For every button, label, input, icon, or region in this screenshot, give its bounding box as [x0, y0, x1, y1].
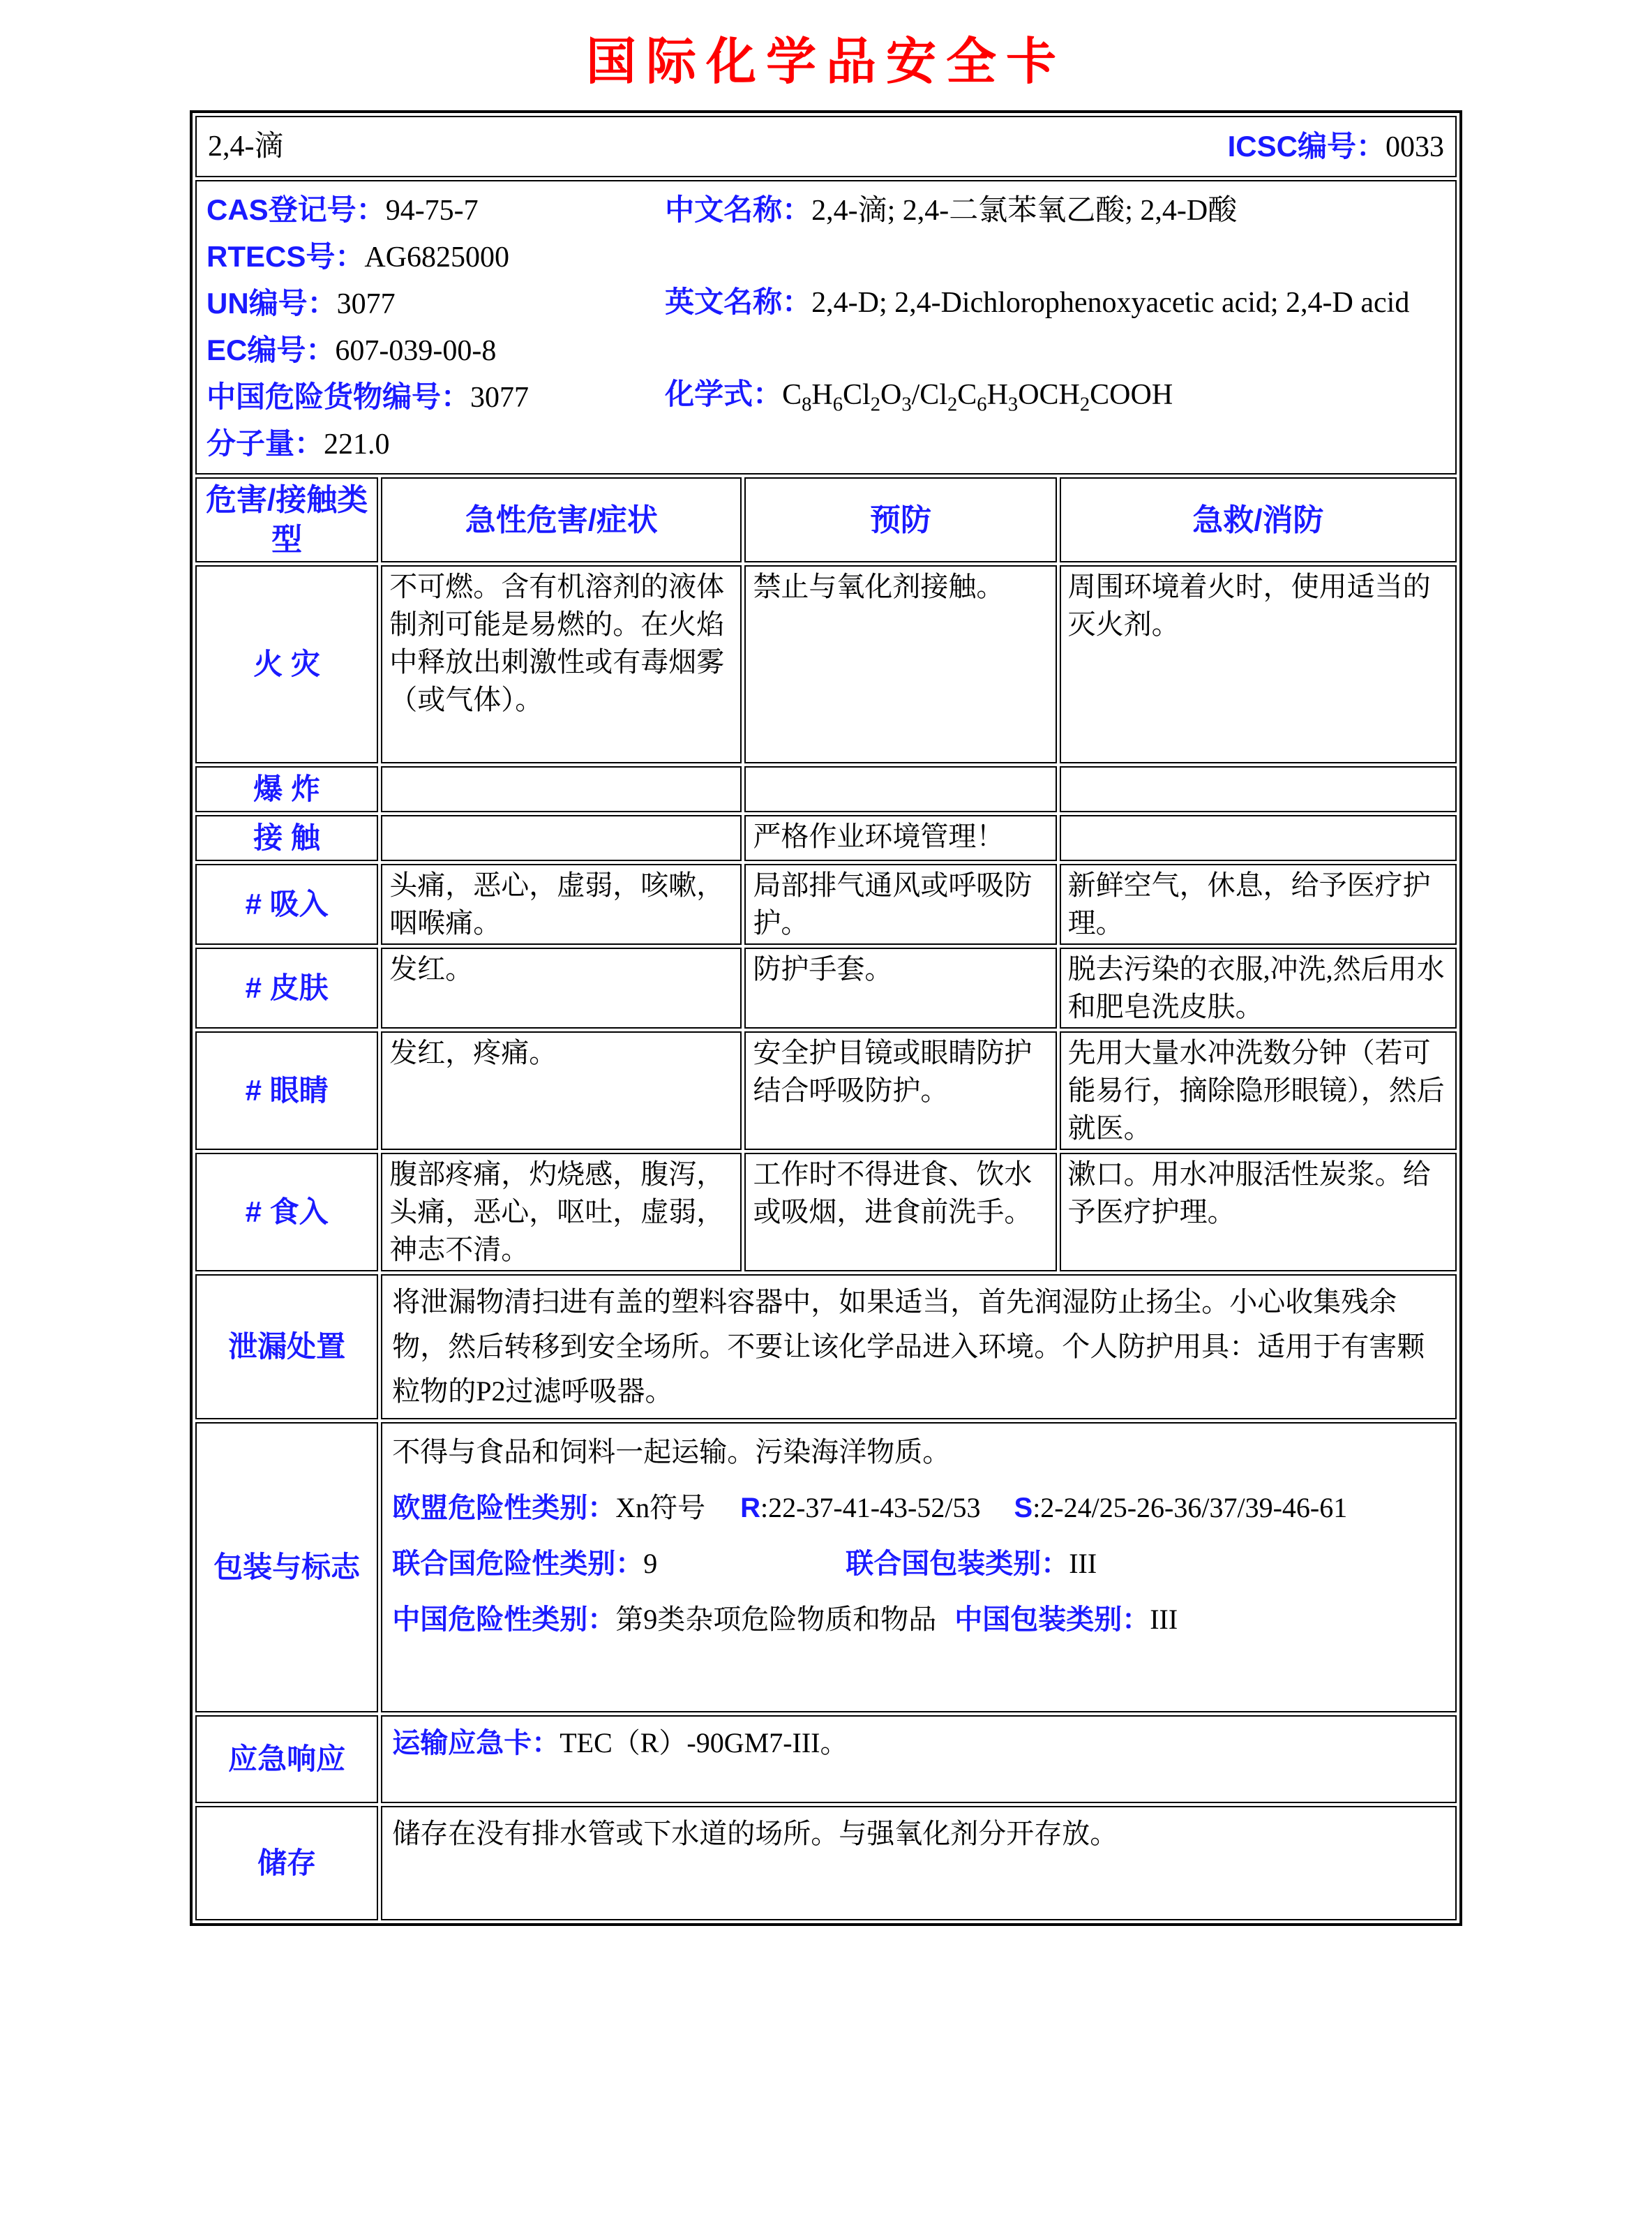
- formula-label: 化学式：: [665, 378, 783, 410]
- substance-header-cell: [195, 116, 1457, 177]
- page-title: 国际化学品安全卡: [585, 34, 1066, 90]
- table-row-emergency: [195, 1715, 1457, 1803]
- identification-row: [195, 180, 1457, 475]
- cn-pack-value: III: [1150, 1604, 1178, 1636]
- english-name-value: 2,4-D; 2,4-Dichlorophenoxyacetic acid; 2,4-D acid: [811, 287, 1410, 319]
- cell-eyes-symptom: 发红，疼痛。: [381, 1031, 742, 1150]
- column-header-firstaid: 急救/消防: [1060, 477, 1457, 562]
- row-label-eyes: # 眼睛: [195, 1031, 378, 1150]
- identification-cell: [195, 180, 1457, 475]
- cell-storage-text: 储存在没有排水管或下水道的场所。与强氧化剂分开存放。: [381, 1806, 1457, 1920]
- un-class-line: [392, 1542, 1446, 1585]
- row-label-ingestion: # 食入: [195, 1153, 378, 1271]
- row-label-fire: 火 灾: [195, 565, 378, 763]
- eu-hazard-class-line: [392, 1486, 1446, 1530]
- rtecs-label: RTECS号：: [206, 240, 365, 273]
- r-phrase-codes: :22-37-41-43-52/53: [760, 1492, 981, 1524]
- row-label-spill: 泄漏处置: [195, 1274, 378, 1419]
- un-pack-label: 联合国包装类别：: [846, 1548, 1069, 1580]
- row-label-emergency: 应急响应: [195, 1715, 378, 1803]
- cell-fire-firstaid: 周围环境着火时，使用适当的灭火剂。: [1060, 565, 1457, 763]
- row-label-contact: 接 触: [195, 815, 378, 861]
- rtecs-value: AG6825000: [364, 241, 510, 274]
- s-phrase-codes: :2-24/25-26-36/37/39-46-61: [1032, 1492, 1348, 1524]
- cn-class-line: [392, 1598, 1446, 1641]
- cell-contact-firstaid: [1060, 815, 1457, 861]
- r-phrase-label: R: [740, 1493, 760, 1524]
- table-row-ingestion: [195, 1153, 1457, 1271]
- table-row-explosion: [195, 766, 1457, 812]
- cell-spill-text: 将泄漏物清扫进有盖的塑料容器中，如果适当，首先润湿防止扬尘。小心收集残余物，然后转移到安全场所。不要让该化学品进入环境。个人防护用具：适用于有害颗粒物的P2过滤呼吸器。: [381, 1274, 1457, 1419]
- table-row-storage: [195, 1806, 1457, 1920]
- safety-card: [190, 110, 1462, 1926]
- un-pack-value: III: [1069, 1548, 1097, 1580]
- cell-skin-prevention: 防护手套。: [744, 948, 1056, 1029]
- molweight-label: 分子量：: [206, 427, 324, 460]
- formula-line: [665, 371, 1446, 427]
- rtecs-line: [206, 234, 665, 281]
- cell-ingestion-prevention: 工作时不得进食、饮水或吸烟，进食前洗手。: [744, 1153, 1056, 1271]
- transport-card-value: TEC（R）-90GM7-III。: [560, 1727, 848, 1759]
- molweight-value: 221.0: [324, 428, 390, 461]
- cell-emergency: [381, 1715, 1457, 1803]
- row-label-storage: 储存: [195, 1806, 378, 1920]
- cn-class-label: 中国危险性类别：: [392, 1604, 616, 1636]
- ec-line: [206, 327, 665, 374]
- cn-pack-label: 中国包装类别：: [954, 1604, 1150, 1636]
- row-label-packaging: 包装与标志: [195, 1422, 378, 1712]
- cell-inhalation-symptom: 头痛，恶心，虚弱，咳嗽，咽喉痛。: [381, 864, 742, 945]
- transport-card-label: 运输应急卡：: [392, 1728, 560, 1759]
- icsc-label: ICSC编号：: [1227, 129, 1386, 163]
- english-name-label: 英文名称：: [665, 285, 812, 318]
- cell-ingestion-symptom: 腹部疼痛，灼烧感，腹泻，头痛，恶心，呕吐，虚弱，神志不清。: [381, 1153, 742, 1271]
- ec-label: EC编号：: [206, 334, 336, 366]
- row-label-skin: # 皮肤: [195, 948, 378, 1029]
- chinese-name-line: [665, 187, 1446, 234]
- eu-class-label: 欧盟危险性类别：: [392, 1493, 616, 1524]
- table-row-packaging: [195, 1422, 1457, 1712]
- icsc-number: 0033: [1386, 130, 1444, 163]
- cas-value: 94-75-7: [385, 195, 479, 227]
- cell-inhalation-prevention: 局部排气通风或呼吸防护。: [744, 864, 1056, 945]
- ec-value: 607-039-00-8: [335, 335, 497, 367]
- un-value: 3077: [336, 288, 396, 320]
- cell-contact-symptom: [381, 815, 742, 861]
- cell-eyes-firstaid: 先用大量水冲洗数分钟（若可能易行，摘除隐形眼镜），然后就医。: [1060, 1031, 1457, 1150]
- eu-symbol: Xn符号: [615, 1492, 706, 1524]
- molweight-line: [206, 421, 665, 468]
- un-class-label: 联合国危险性类别：: [392, 1548, 644, 1580]
- chemical-formula: $C_8H_6Cl_2O_3/Cl_2C_6H_3OCH_2COOH$: [782, 379, 1173, 416]
- chinese-name-label: 中文名称：: [665, 193, 812, 226]
- cell-contact-prevention: 严格作业环境管理！: [744, 815, 1056, 861]
- english-name-line: [665, 279, 1446, 326]
- table-row-fire: [195, 565, 1457, 763]
- column-header-symptoms: 急性危害/症状: [381, 477, 742, 562]
- chinese-name-value: 2,4-滴; 2,4-二氯苯氧乙酸; 2,4-D酸: [811, 195, 1238, 227]
- row-label-inhalation: # 吸入: [195, 864, 378, 945]
- s-phrase-label: S: [1014, 1493, 1033, 1524]
- cell-eyes-prevention: 安全护目镜或眼睛防护结合呼吸防护。: [744, 1031, 1056, 1150]
- table-row-spill: [195, 1274, 1457, 1419]
- cell-skin-firstaid: 脱去污染的衣服,冲洗,然后用水和肥皂洗皮肤。: [1060, 948, 1457, 1029]
- china-dg-label: 中国危险货物编号：: [206, 380, 471, 413]
- column-header-hazard-type: 危害/接触类型: [195, 477, 378, 562]
- un-class-value: 9: [643, 1548, 658, 1580]
- column-header-prevention: 预防: [744, 477, 1056, 562]
- table-row-skin: [195, 948, 1457, 1029]
- cell-packaging: [381, 1422, 1457, 1712]
- china-dg-value: 3077: [470, 382, 530, 414]
- identifier-list: [206, 187, 665, 468]
- table-row-inhalation: [195, 864, 1457, 945]
- cell-explosion-symptom: [381, 766, 742, 812]
- cell-inhalation-firstaid: 新鲜空气，休息，给予医疗护理。: [1060, 864, 1457, 945]
- cell-explosion-prevention: [744, 766, 1056, 812]
- table-header-row: [195, 477, 1457, 562]
- substance-header-row: [195, 116, 1457, 177]
- cell-skin-symptom: 发红。: [381, 948, 742, 1029]
- china-dg-line: [206, 374, 665, 421]
- cell-fire-symptom: 不可燃。含有机溶剂的液体制剂可能是易燃的。在火焰中释放出刺激性或有毒烟雾（或气体）。: [381, 565, 742, 763]
- cell-ingestion-firstaid: 漱口。用水冲服活性炭浆。给予医疗护理。: [1060, 1153, 1457, 1271]
- cas-label: CAS登记号：: [206, 193, 386, 226]
- un-label: UN编号：: [206, 287, 337, 320]
- row-label-explosion: 爆 炸: [195, 766, 378, 812]
- cell-fire-prevention: 禁止与氧化剂接触。: [744, 565, 1056, 763]
- cas-line: [206, 187, 665, 234]
- icsc-number-group: [1228, 128, 1444, 166]
- name-list: [665, 187, 1446, 468]
- transport-note: 不得与食品和饲料一起运输。污染海洋物质。: [392, 1436, 951, 1468]
- table-row-eyes: [195, 1031, 1457, 1150]
- cell-explosion-firstaid: [1060, 766, 1457, 812]
- substance-name: 2,4-滴: [208, 130, 284, 163]
- cn-class-value: 第9类杂项危险物质和物品: [615, 1604, 937, 1636]
- un-line: [206, 281, 665, 327]
- table-row-contact: [195, 815, 1457, 861]
